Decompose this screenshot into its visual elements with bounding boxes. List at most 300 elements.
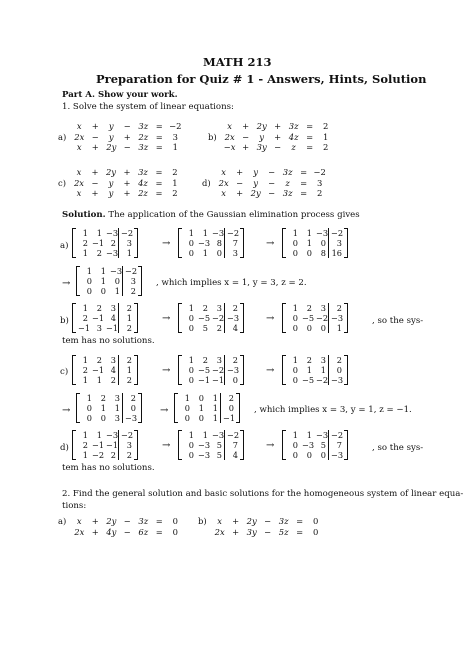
system-label xyxy=(206,142,221,153)
equation-term: 3z xyxy=(282,167,293,177)
equation-term: 2y xyxy=(106,142,117,152)
solution-label: Solution. xyxy=(62,210,106,220)
question-2-cont: tions: xyxy=(62,501,87,511)
matrix-entry: 0 xyxy=(292,450,298,460)
matrix-entry: −1 xyxy=(78,323,91,333)
system-label: b) xyxy=(208,131,217,142)
matrix-entry: −2 xyxy=(92,450,105,460)
system-label xyxy=(56,167,70,178)
matrix-entry: 3 xyxy=(110,303,116,313)
matrix-entry: −3 xyxy=(224,365,240,375)
matrix-entry: −3 xyxy=(110,266,123,276)
matrix-entry: −1 xyxy=(198,375,211,385)
equation-term: y xyxy=(108,131,114,142)
label-a: a) xyxy=(60,241,69,251)
matrix-entry: 0 xyxy=(306,450,312,460)
matrix-entry: 0 xyxy=(292,323,298,333)
matrix-entry: 1 xyxy=(100,276,106,286)
matrix-grid xyxy=(80,393,138,423)
equation-term: 4z xyxy=(288,131,299,142)
bracket-right xyxy=(240,355,244,385)
bracket-right xyxy=(134,430,138,460)
matrix-entry: 1 xyxy=(118,313,134,323)
matrix-a2 xyxy=(178,228,244,258)
matrix-entry: −2 xyxy=(212,313,225,323)
matrix-entry: −1 xyxy=(92,440,105,450)
matrix-entry: 1 xyxy=(100,266,106,276)
matrix-c3 xyxy=(282,355,348,385)
matrix-entry: −1 xyxy=(212,375,225,385)
matrix-entry: 1 xyxy=(306,430,312,440)
matrix-entry: 1 xyxy=(188,303,194,313)
matrix-entry: 1 xyxy=(212,413,218,423)
arrow-icon: → xyxy=(266,365,275,376)
equation-term: y xyxy=(108,188,114,198)
matrix-c5 xyxy=(174,393,240,423)
arrow-icon: → xyxy=(162,440,171,451)
equation-term: 3z xyxy=(138,167,148,177)
matrix-entry: 0 xyxy=(188,365,194,375)
equation-term: + xyxy=(123,177,131,188)
matrix-entry: 0 xyxy=(122,403,138,413)
bracket-right xyxy=(240,430,244,460)
matrix-entry: 2 xyxy=(306,303,312,313)
system-label xyxy=(200,167,215,178)
matrix-entry: 1 xyxy=(86,266,92,276)
matrix-entry: 0 xyxy=(198,413,204,423)
matrix-entry: 0 xyxy=(292,365,298,375)
matrix-grid xyxy=(286,430,344,460)
equation-term: + xyxy=(123,131,131,142)
matrix-entry: 2 xyxy=(224,355,240,365)
matrix-entry: 0 xyxy=(320,450,326,460)
arrow-icon: → xyxy=(162,313,171,324)
matrix-entry: 7 xyxy=(224,440,240,450)
equation-term: 2y xyxy=(250,188,261,198)
matrix-entry: −3 xyxy=(328,313,344,323)
matrix-entry: 0 xyxy=(188,375,194,385)
homogeneous-system-a xyxy=(56,516,184,537)
equation-term: = xyxy=(306,142,314,152)
equation-term: − xyxy=(123,526,131,537)
matrix-entry: −3 xyxy=(106,248,119,258)
matrix-a4 xyxy=(76,266,142,296)
matrix-a3 xyxy=(282,228,348,258)
equation-term: 2 xyxy=(172,167,178,177)
matrix-entry: 2 xyxy=(82,313,88,323)
matrix-entry: −3 xyxy=(122,413,138,423)
matrix-grid xyxy=(286,355,344,385)
matrix-entry: 0 xyxy=(292,313,298,323)
bracket-right xyxy=(240,228,244,258)
matrix-entry: 0 xyxy=(220,403,236,413)
part-a-heading: Part A. Show your work. xyxy=(62,90,178,100)
arrow-icon: → xyxy=(162,365,171,376)
matrix-grid xyxy=(182,430,240,460)
matrix-entry: 0 xyxy=(184,413,190,423)
equation-term: 5z xyxy=(278,526,289,537)
matrix-entry: 0 xyxy=(100,413,106,423)
matrix-entry: −2 xyxy=(224,430,240,440)
bracket-right xyxy=(344,430,348,460)
matrix-grid xyxy=(182,355,240,385)
matrix-entry: 2 xyxy=(82,365,88,375)
label-b: b) xyxy=(60,316,69,326)
matrix-entry: 2 xyxy=(100,393,106,403)
equation-term: y xyxy=(108,177,114,188)
equation-term: − xyxy=(242,131,250,142)
equation-term: − xyxy=(91,131,99,142)
equation-term: + xyxy=(91,188,99,198)
matrix-entry: −5 xyxy=(198,365,211,375)
equation-term: + xyxy=(91,526,99,537)
matrix-entry: 1 xyxy=(82,248,88,258)
matrix-entry: 1 xyxy=(96,430,102,440)
matrix-entry: 1 xyxy=(86,393,92,403)
equation-term: 2x xyxy=(74,526,85,537)
arrow-icon: → xyxy=(162,238,171,249)
equation-term: 3 xyxy=(172,131,178,142)
arrow-icon: → xyxy=(266,238,275,249)
matrix-entry: 3 xyxy=(320,303,326,313)
matrix-entry: −1 xyxy=(92,238,105,248)
equation-term: 2 xyxy=(322,142,329,152)
equation-term: 3y xyxy=(256,142,267,152)
matrix-entry: 1 xyxy=(292,430,298,440)
equation-term: = xyxy=(155,121,163,131)
matrix-entry: 1 xyxy=(320,365,326,375)
matrix-entry: 0 xyxy=(184,403,190,413)
matrix-grid xyxy=(76,430,134,460)
arrow-icon: → xyxy=(62,278,71,289)
matrix-entry: 1 xyxy=(292,355,298,365)
equation-term: 2y xyxy=(246,516,257,526)
equation-term: 2x xyxy=(73,177,84,188)
matrix-entry: 1 xyxy=(96,375,102,385)
matrix-grid xyxy=(286,228,344,258)
matrix-entry: 2 xyxy=(110,238,116,248)
matrix-entry: 5 xyxy=(216,450,222,460)
matrix-entry: −3 xyxy=(212,228,225,238)
matrix-entry: −2 xyxy=(118,228,134,238)
matrix-entry: −2 xyxy=(118,430,134,440)
equation-term: x xyxy=(227,121,232,131)
matrix-entry: 2 xyxy=(82,238,88,248)
system-label: a) xyxy=(58,516,67,526)
matrix-entry: −1 xyxy=(92,313,105,323)
matrix-entry: −3 xyxy=(328,375,344,385)
matrix-entry: 0 xyxy=(292,375,298,385)
equation-term: x xyxy=(76,516,82,526)
result-b1: , so the sys- xyxy=(372,316,424,326)
equation-term: 4y xyxy=(106,526,117,537)
matrix-entry: 0 xyxy=(86,403,92,413)
matrix-entry: 4 xyxy=(110,365,116,375)
matrix-entry: −3 xyxy=(316,430,329,440)
bracket-right xyxy=(134,228,138,258)
matrix-entry: −3 xyxy=(212,430,225,440)
matrix-entry: 3 xyxy=(114,413,120,423)
matrix-entry: 1 xyxy=(188,430,194,440)
matrix-c2 xyxy=(178,355,244,385)
system-a xyxy=(56,121,184,153)
matrix-entry: −3 xyxy=(198,440,211,450)
equation-term: 2x xyxy=(214,526,225,537)
equation-term: 2x xyxy=(224,131,235,142)
matrix-entry: 3 xyxy=(110,355,116,365)
matrix-entry: 1 xyxy=(292,228,298,238)
matrix-entry: 1 xyxy=(202,248,208,258)
matrix-entry: 0 xyxy=(100,286,106,296)
equation-term: = xyxy=(296,516,304,526)
system-label: c) xyxy=(58,177,66,188)
matrix-entry: 3 xyxy=(216,303,222,313)
matrix-entry: 0 xyxy=(188,323,194,333)
matrix-entry: −2 xyxy=(328,228,344,238)
course-title: MATH 213 xyxy=(203,55,272,69)
matrix-entry: 1 xyxy=(188,228,194,238)
matrix-entry: 3 xyxy=(216,355,222,365)
matrix-entry: 1 xyxy=(82,430,88,440)
equation-term: 2 xyxy=(172,188,178,198)
matrix-entry: 1 xyxy=(292,303,298,313)
matrix-entry: 5 xyxy=(202,323,208,333)
matrix-entry: 2 xyxy=(110,375,116,385)
matrix-entry: 7 xyxy=(224,238,240,248)
equation-term: z xyxy=(285,177,290,188)
equation-term: 3z xyxy=(282,188,293,198)
result-d1: , so the sys- xyxy=(372,443,424,453)
matrix-b1 xyxy=(72,303,138,333)
equation-term: 1 xyxy=(322,131,329,142)
equation-term: = xyxy=(296,526,304,537)
matrix-entry: 5 xyxy=(320,440,326,450)
matrix-entry: −2 xyxy=(316,313,329,323)
system-label: a) xyxy=(58,131,67,142)
system-d xyxy=(200,167,329,199)
equation-term: 0 xyxy=(172,516,178,526)
matrix-entry: 1 xyxy=(100,403,106,413)
matrix-entry: −1 xyxy=(106,323,119,333)
system-label: d) xyxy=(202,177,211,188)
equation-term: − xyxy=(268,188,276,198)
equation-term: = xyxy=(155,516,163,526)
bracket-right xyxy=(236,393,240,423)
equation-term: + xyxy=(91,142,99,152)
matrix-entry: 2 xyxy=(220,393,236,403)
matrix-entry: 3 xyxy=(118,238,134,248)
equation-term: 2 xyxy=(322,121,329,131)
result-a: , which implies x = 1, y = 3, z = 2. xyxy=(156,278,307,288)
matrix-grid xyxy=(80,266,138,296)
matrix-entry: 3 xyxy=(224,248,240,258)
matrix-entry: −2 xyxy=(212,365,225,375)
equation-term: −2 xyxy=(169,121,182,131)
equation-term: y xyxy=(253,177,258,188)
equation-term: 1 xyxy=(172,142,178,152)
matrix-entry: 1 xyxy=(82,228,88,238)
equation-term: x xyxy=(221,167,226,177)
matrix-entry: 1 xyxy=(212,393,218,403)
matrix-entry: 0 xyxy=(188,440,194,450)
matrix-entry: 2 xyxy=(110,450,116,460)
matrix-entry: 1 xyxy=(82,355,88,365)
matrix-entry: 2 xyxy=(82,440,88,450)
matrix-entry: 2 xyxy=(118,355,134,365)
matrix-entry: 2 xyxy=(122,286,138,296)
label-d: d) xyxy=(60,443,69,453)
matrix-entry: −2 xyxy=(224,228,240,238)
system-label xyxy=(196,527,211,538)
equation-term: − xyxy=(236,177,244,188)
equation-term: = xyxy=(306,121,314,131)
bracket-right xyxy=(344,355,348,385)
equation-term: = xyxy=(155,188,163,198)
matrix-entry: 2 xyxy=(202,355,208,365)
equation-term: − xyxy=(264,516,272,526)
matrix-entry: 2 xyxy=(96,303,102,313)
matrix-b3 xyxy=(282,303,348,333)
matrix-entry: 3 xyxy=(96,323,102,333)
equation-term: y xyxy=(253,167,258,177)
equation-term: − xyxy=(123,121,131,131)
equation-term: 2y xyxy=(106,516,117,526)
bracket-right xyxy=(344,303,348,333)
equation-term: + xyxy=(123,167,131,177)
equation-term: + xyxy=(232,516,240,526)
matrix-entry: 3 xyxy=(114,393,120,403)
page-title: Preparation for Quiz # 1 - Answers, Hints, Solution xyxy=(96,72,427,86)
equation-term: y xyxy=(108,121,114,131)
matrix-grid xyxy=(76,228,134,258)
system-label xyxy=(200,188,215,199)
equation-term: − xyxy=(264,526,272,537)
matrix-entry: 1 xyxy=(82,303,88,313)
equation-term: = xyxy=(300,167,308,177)
equation-term: 0 xyxy=(312,516,319,526)
matrix-entry: 2 xyxy=(202,303,208,313)
matrix-entry: 8 xyxy=(320,248,326,258)
equation-term: −x xyxy=(223,142,236,152)
equation-term: 3z xyxy=(138,142,149,152)
system-label xyxy=(56,188,70,199)
matrix-entry: 0 xyxy=(188,313,194,323)
matrix-entry: 2 xyxy=(118,323,134,333)
equation-term: 1 xyxy=(172,177,178,188)
equation-term: − xyxy=(268,167,276,177)
solution-line xyxy=(62,210,360,220)
matrix-entry: 3 xyxy=(118,440,134,450)
arrow-icon: → xyxy=(266,440,275,451)
matrix-entry: −3 xyxy=(328,450,344,460)
matrix-entry: 2 xyxy=(216,323,222,333)
matrix-entry: 1 xyxy=(306,238,312,248)
matrix-entry: 0 xyxy=(86,413,92,423)
matrix-entry: 1 xyxy=(82,375,88,385)
equation-term: = xyxy=(155,526,163,537)
matrix-entry: 8 xyxy=(216,238,222,248)
matrix-entry: −5 xyxy=(198,313,211,323)
matrix-entry: 2 xyxy=(224,303,240,313)
equation-term: 2y xyxy=(105,167,116,177)
homogeneous-system-b xyxy=(196,516,325,537)
equation-term: x xyxy=(76,142,82,152)
matrix-entry: 3 xyxy=(122,276,138,286)
matrix-c4 xyxy=(76,393,142,423)
equation-term: + xyxy=(242,142,250,152)
equation-term: + xyxy=(123,188,131,198)
system-label xyxy=(56,121,70,132)
matrix-entry: −5 xyxy=(302,313,315,323)
equation-term: + xyxy=(236,167,244,177)
matrix-entry: 0 xyxy=(320,323,326,333)
equation-term: y xyxy=(259,131,264,142)
matrix-grid xyxy=(182,303,240,333)
matrix-entry: 4 xyxy=(224,450,240,460)
matrix-entry: 0 xyxy=(292,238,298,248)
equation-term: x xyxy=(217,516,222,526)
equation-term: + xyxy=(91,121,99,131)
equation-term: = xyxy=(300,188,308,198)
result-d2: tem has no solutions. xyxy=(62,463,155,473)
matrix-entry: 0 xyxy=(86,286,92,296)
matrix-entry: −3 xyxy=(106,430,119,440)
bracket-right xyxy=(134,355,138,385)
matrix-entry: 16 xyxy=(328,248,344,258)
equation-term: 2y xyxy=(256,121,267,131)
equation-term: − xyxy=(274,142,282,152)
equation-term: − xyxy=(123,142,131,152)
matrix-entry: −1 xyxy=(92,365,105,375)
label-c: c) xyxy=(60,367,69,377)
matrix-entry: 1 xyxy=(82,450,88,460)
matrix-entry: 0 xyxy=(188,248,194,258)
equation-term: 3y xyxy=(246,526,257,537)
equation-term: + xyxy=(232,526,240,537)
matrix-entry: 3 xyxy=(320,355,326,365)
equation-term: − xyxy=(123,516,131,526)
bracket-right xyxy=(344,228,348,258)
matrix-entry: 1 xyxy=(202,228,208,238)
equation-term: 2x xyxy=(74,131,85,142)
equation-term: = xyxy=(155,177,163,188)
equation-term: −2 xyxy=(313,167,326,177)
matrix-entry: 2 xyxy=(118,450,134,460)
matrix-entry: −3 xyxy=(198,450,211,460)
matrix-entry: −3 xyxy=(316,228,329,238)
equation-term: − xyxy=(268,177,276,188)
equation-term: x xyxy=(76,167,82,177)
matrix-entry: 1 xyxy=(188,355,194,365)
matrix-entry: 2 xyxy=(328,355,344,365)
equation-term: 2z xyxy=(138,188,148,198)
matrix-entry: 1 xyxy=(328,323,344,333)
equation-term: − xyxy=(91,177,99,188)
bracket-right xyxy=(240,303,244,333)
system-c xyxy=(56,167,184,199)
question-2: 2. Find the general solution and basic solutions for the homogeneous system of linear equa- xyxy=(62,489,464,499)
matrix-entry: 1 xyxy=(114,286,120,296)
matrix-entry: 0 xyxy=(306,323,312,333)
matrix-entry: 0 xyxy=(188,238,194,248)
matrix-entry: −3 xyxy=(224,313,240,323)
matrix-entry: 7 xyxy=(328,440,344,450)
equation-term: 0 xyxy=(312,526,319,537)
matrix-entry: 1 xyxy=(118,248,134,258)
system-b xyxy=(206,121,335,153)
matrix-entry: 0 xyxy=(320,238,326,248)
matrix-entry: 1 xyxy=(306,365,312,375)
